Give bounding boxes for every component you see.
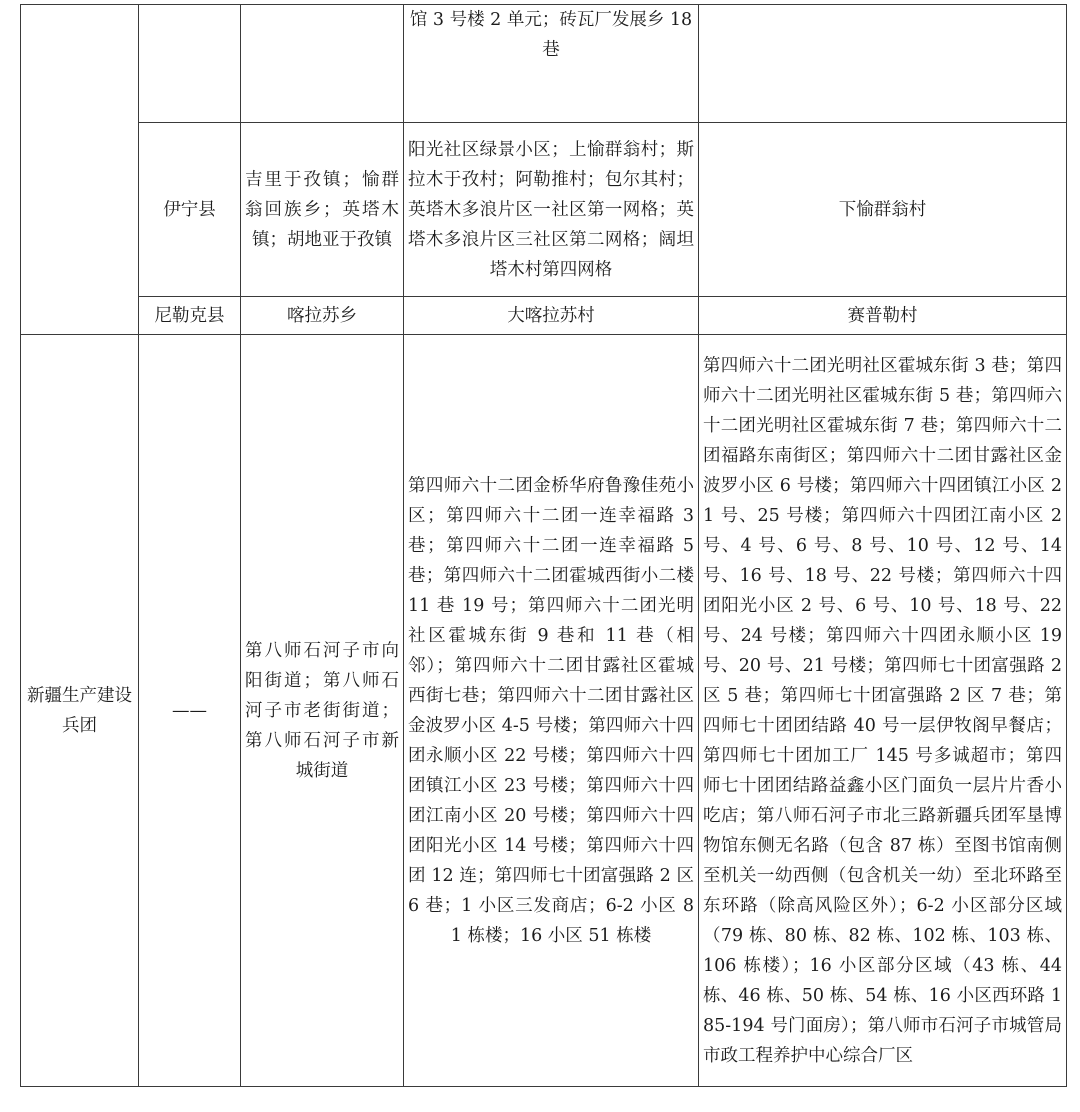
region-cell: 新疆生产建设兵团 bbox=[21, 335, 139, 1087]
mid-risk-cell: 第四师六十二团金桥华府鲁豫佳苑小区；第四师六十二团一连幸福路 3 巷；第四师六十二团一连幸福路 5 巷；第四师六十二团霍城西街小二楼 11 巷 19 号；第四师六十二团光明社区霍城东街 9 巷和 11 巷（相邻）；第四师六十二团甘露社区霍城西街七巷；第四师六十二团甘露社区金波罗小区 4-5 号楼；第四师六十四团永顺小区 22 号楼；第四师六十四团镇江小区 23 号楼；第四师六十四团江南小区 20 号楼；第四师六十四团阳光小区 14 号楼；第四师六十四团 12 连；第四师七十团富强路 2 区 6 巷；1 小区三发商店；6-2 小区 81 栋楼；16 小区 51 栋楼 bbox=[404, 335, 699, 1087]
mid-risk-cell: 阳光社区绿景小区；上愉群翁村；斯拉木于孜村；阿勒推村；包尔其村；英塔木多浪片区一社区第一网格；英塔木多浪片区三社区第二网格；阔坦塔木村第四网格 bbox=[404, 123, 699, 297]
towns-cell: 喀拉苏乡 bbox=[241, 297, 404, 335]
table-cell bbox=[139, 5, 241, 123]
mid-risk-cell: 大喀拉苏村 bbox=[404, 297, 699, 335]
towns-cell: 第八师石河子市向阳街道；第八师石河子市老街街道；第八师石河子市新城街道 bbox=[241, 335, 404, 1087]
risk-area-table bbox=[20, 4, 1067, 1087]
high-risk-cell: 第四师六十二团光明社区霍城东街 3 巷；第四师六十二团光明社区霍城东街 5 巷；第四师六十二团光明社区霍城东街 7 巷；第四师六十二团福路东南街区；第四师六十二团甘露社区金波罗小区 6 号楼；第四师六十四团镇江小区 21 号、25 号楼；第四师六十四团江南小区 2 号、4 号、6 号、8 号、10 号、12 号、14 号、16 号、18 号、22 号楼；第四师六十四团阳光小区 2 号、6 号、10 号、18 号、22 号、24 号楼；第四师六十四团永顺小区 19 号、20 号、21 号楼；第四师七十团富强路 2 区 5 巷；第四师七十团富强路 2 区 7 巷；第四师七十团团结路 40 号一层伊牧阁早餐店；第四师七十团加工厂 145 号多诚超市；第四师七十团团结路益鑫小区门面负一层片片香小吃店；第八师石河子市北三路新疆兵团军垦博物馆东侧无名路（包含 87 栋）至图书馆南侧至机关一幼西侧（包含机关一幼）至北环路至东环路（除高风险区外）；6-2 小区部分区域（79 栋、80 栋、82 栋、102 栋、103 栋、106 栋楼）；16 小区部分区域（43 栋、44 栋、46 栋、50 栋、54 栋、16 小区西环路 185-194 号门面房）；第八师市石河子市城管局市政工程养护中心综合厂区 bbox=[699, 335, 1067, 1087]
table-row bbox=[21, 335, 1067, 1087]
table-row bbox=[21, 5, 1067, 123]
high-risk-cell: 赛普勒村 bbox=[699, 297, 1067, 335]
mid-risk-cell: 馆 3 号楼 2 单元；砖瓦厂发展乡 18 巷 bbox=[404, 5, 699, 123]
table-cell bbox=[21, 5, 139, 335]
county-cell: 伊宁县 bbox=[139, 123, 241, 297]
table-cell bbox=[241, 5, 404, 123]
table-row bbox=[21, 297, 1067, 335]
county-cell: —— bbox=[139, 335, 241, 1087]
table-row bbox=[21, 123, 1067, 297]
high-risk-cell bbox=[699, 5, 1067, 123]
county-cell: 尼勒克县 bbox=[139, 297, 241, 335]
high-risk-cell: 下愉群翁村 bbox=[699, 123, 1067, 297]
towns-cell: 吉里于孜镇；愉群翁回族乡；英塔木镇；胡地亚于孜镇 bbox=[241, 123, 404, 297]
